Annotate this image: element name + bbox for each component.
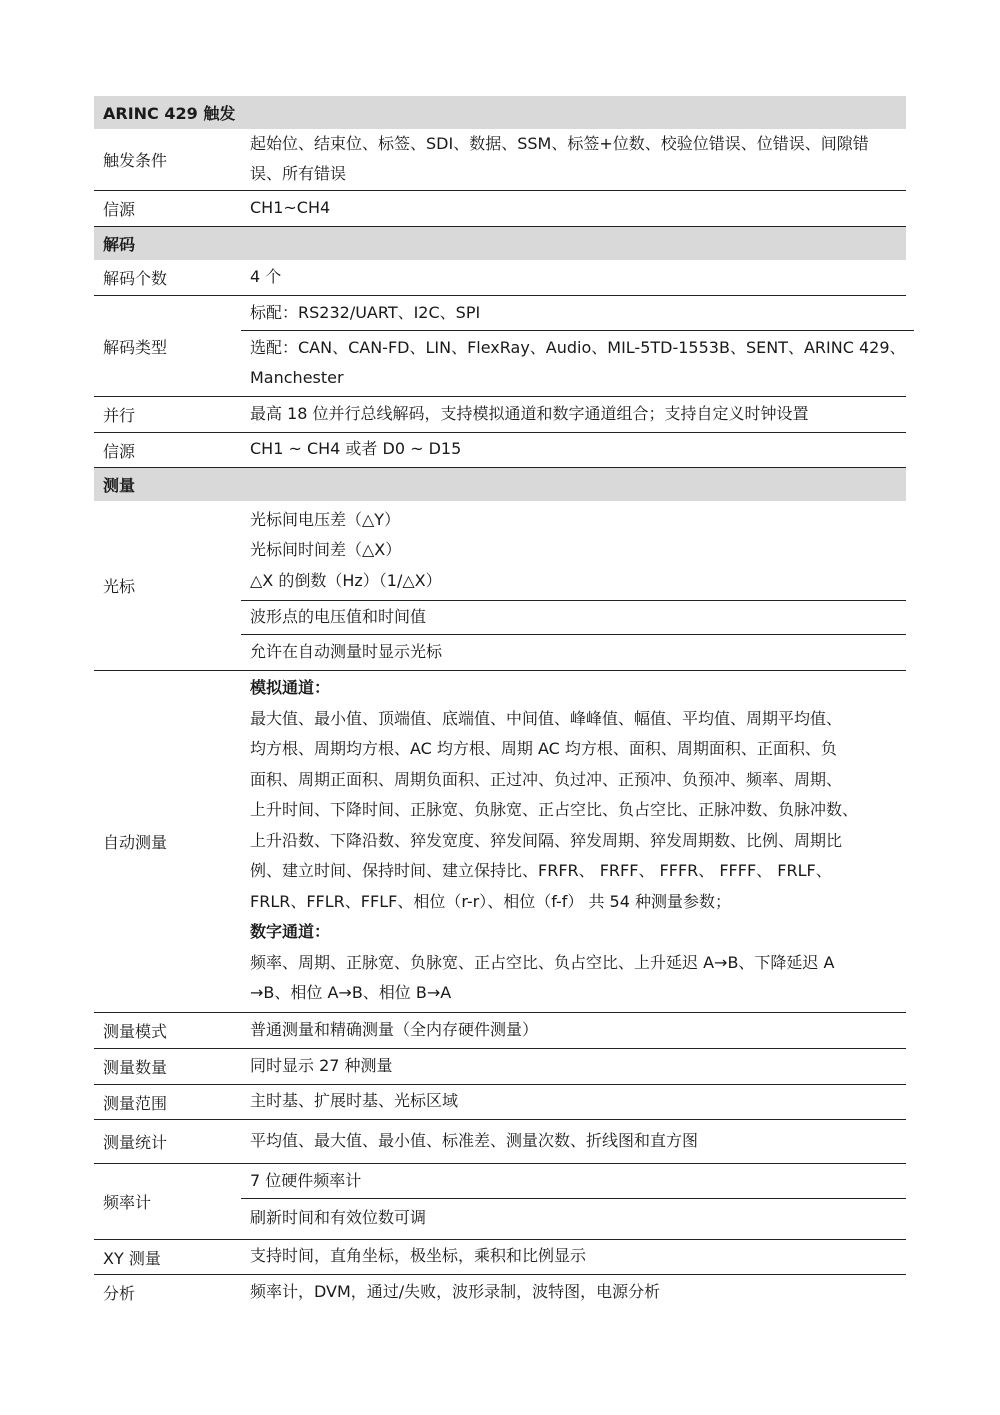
table-row	[94, 191, 906, 227]
table-row	[94, 1164, 906, 1240]
value-line: 支持时间，直角坐标，极坐标，乘积和比例显示	[250, 1246, 587, 1266]
row-value	[241, 1275, 906, 1309]
value-line: 面积、周期正面积、周期负面积、正过冲、负过冲、正预冲、负预冲、频率、周期、	[250, 769, 843, 789]
spec-table	[94, 96, 906, 1309]
value-line: 7 位硬件频率计	[250, 1170, 362, 1190]
row-label: 信源	[103, 441, 136, 461]
row-value	[241, 296, 914, 330]
table-row	[94, 1240, 906, 1275]
row-value	[241, 397, 906, 431]
value-line: △X 的倒数（Hz）（1/△X）	[250, 570, 442, 590]
value-line: 平均值、最大值、最小值、标准差、测量次数、折线图和直方图	[250, 1130, 699, 1150]
row-label: 光标	[103, 577, 136, 596]
table-row	[94, 1049, 906, 1085]
value-line: 例、建立时间、保持时间、建立保持比、FRFR、 FRFF、 FFFR、 FFFF、 FRLF、	[250, 861, 832, 881]
value-line: →B、相位 A→B、相位 B→A	[250, 983, 452, 1003]
value-line: 波形点的电压值和时间值	[250, 607, 427, 627]
row-value	[241, 1240, 906, 1273]
section-header-arinc429-trigger: ARINC 429 触发	[94, 96, 906, 129]
section-header-measure: 测量	[94, 468, 906, 501]
row-label: 频率计	[103, 1193, 152, 1212]
value-line: 频率计，DVM，通过/失败，波形录制，波特图，电源分析	[250, 1281, 661, 1301]
table-row	[94, 397, 906, 433]
table-row	[94, 1085, 906, 1120]
table-row	[94, 433, 906, 468]
row-label: 解码个数	[103, 269, 168, 288]
value-line: 允许在自动测量时显示光标	[250, 642, 443, 662]
value-line: 均方根、周期均方根、AC 均方根、周期 AC 均方根、面积、周期面积、正面积、负	[250, 739, 837, 759]
value-line: 起始位、结束位、标签、SDI、数据、SSM、标签+位数、校验位错误、位错误、间隙错误、所有错误	[250, 134, 869, 183]
row-label: 并行	[103, 406, 136, 425]
value-line: 4 个	[250, 266, 282, 286]
row-value	[241, 129, 906, 189]
row-label: 信源	[103, 200, 136, 219]
row-value	[241, 260, 906, 294]
value-line: 普通测量和精确测量（全内存硬件测量）	[250, 1019, 539, 1039]
value-line: 频率、周期、正脉宽、负脉宽、正占空比、负占空比、上升延迟 A→B、下降延迟 A	[250, 952, 835, 972]
row-value	[241, 191, 906, 225]
table-row	[94, 260, 906, 296]
row-value	[241, 1164, 906, 1198]
row-value	[241, 1198, 906, 1238]
row-value	[241, 634, 906, 670]
value-line-heading-digital: 数字通道：	[250, 922, 331, 942]
table-row	[94, 129, 906, 191]
value-line: CH1~CH4	[250, 197, 331, 217]
row-label: XY 测量	[103, 1248, 161, 1268]
row-value	[241, 600, 906, 634]
value-line: FRLR、FFLR、FFLF、相位（r-r）、相位（f-f） 共 54 种测量参数；	[250, 891, 732, 911]
value-line: 标配：RS232/UART、I2C、SPI	[250, 302, 481, 322]
row-value	[241, 1013, 906, 1047]
table-row	[94, 501, 906, 671]
value-line: 最高 18 位并行总线解码，支持模拟通道和数字通道组合；支持自定义时钟设置	[250, 403, 809, 423]
row-label: 触发条件	[103, 151, 168, 170]
section-header-decode: 解码	[94, 227, 906, 260]
value-line: 上升沿数、下降沿数、猝发宽度、猝发间隔、猝发周期、猝发周期数、比例、周期比	[250, 830, 843, 850]
table-row	[94, 671, 906, 1013]
value-line: 选配：CAN、CAN-FD、LIN、FlexRay、Audio、MIL-5TD-1553B、SENT、ARINC 429、	[250, 337, 906, 357]
row-label: 自动测量	[103, 833, 168, 852]
row-label: 测量模式	[103, 1022, 168, 1041]
value-line: 光标间时间差（△X）	[250, 540, 402, 560]
row-label: 解码类型	[103, 337, 168, 357]
table-row	[94, 1120, 906, 1164]
value-line: CH1 ~ CH4 或者 D0 ~ D15	[250, 439, 462, 459]
value-line-heading-analog: 模拟通道：	[250, 678, 331, 698]
value-line: 光标间电压差（△Y）	[250, 509, 401, 529]
row-value	[241, 433, 906, 466]
row-value	[241, 1049, 906, 1083]
row-value	[241, 501, 906, 600]
value-line: 主时基、扩展时基、光标区域	[250, 1091, 459, 1111]
row-label: 测量数量	[103, 1058, 168, 1077]
row-value	[241, 330, 914, 395]
row-value	[241, 1085, 906, 1118]
row-value	[241, 671, 906, 1011]
value-line: Manchester	[250, 368, 344, 387]
row-label: 测量统计	[103, 1133, 168, 1152]
table-row	[94, 296, 906, 397]
value-line: 上升时间、下降时间、正脉宽、负脉宽、正占空比、负占空比、正脉冲数、负脉冲数、	[250, 800, 859, 820]
value-line: 刷新时间和有效位数可调	[250, 1208, 427, 1228]
value-line: 最大值、最小值、顶端值、底端值、中间值、峰峰值、幅值、平均值、周期平均值、	[250, 708, 843, 728]
table-row	[94, 1013, 906, 1049]
row-value	[241, 1120, 906, 1162]
table-row	[94, 1275, 906, 1309]
value-line: 同时显示 27 种测量	[250, 1055, 393, 1075]
row-label: 分析	[103, 1283, 136, 1303]
row-label: 测量范围	[103, 1093, 168, 1113]
